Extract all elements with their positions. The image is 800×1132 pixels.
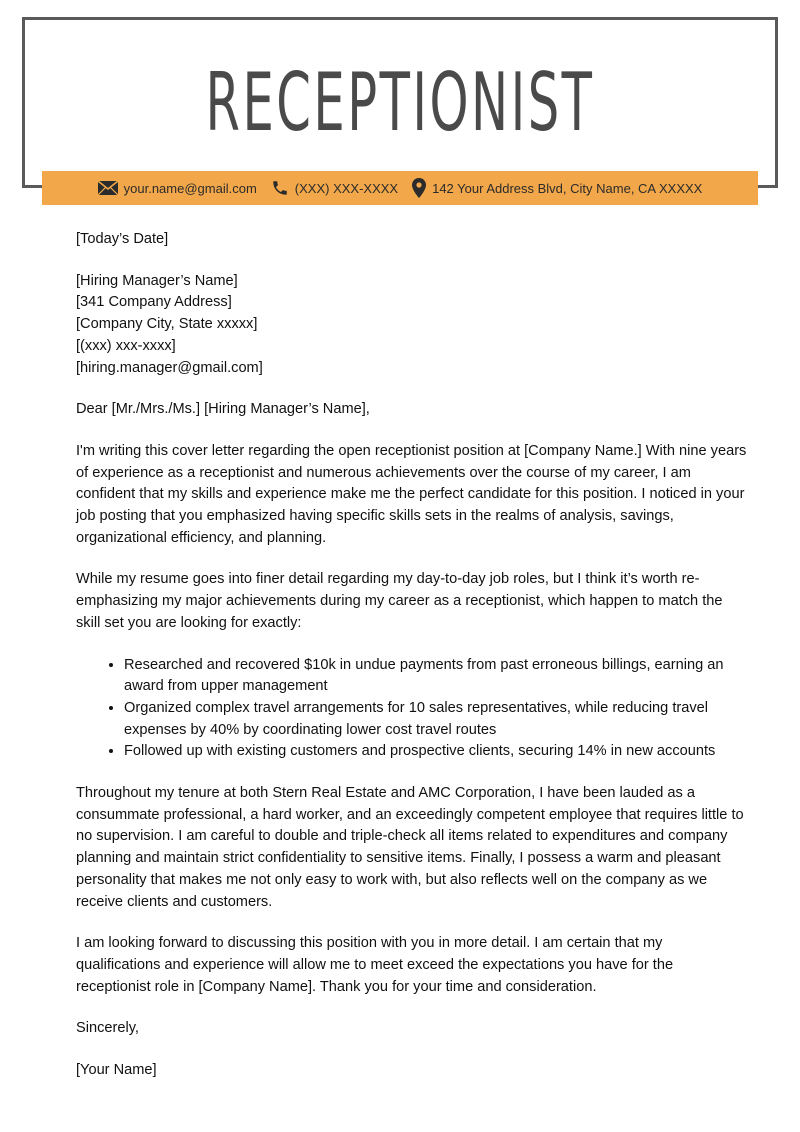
- letter-date: [Today’s Date]: [76, 231, 169, 247]
- list-item: • Organized complex travel arrangements for 10 sales representatives, while reducing travel expenses by 40% by coordinating lower cost travel routes: [124, 698, 748, 741]
- contact-email[interactable]: [98, 181, 257, 196]
- recipient-block: [76, 271, 748, 380]
- recipient-email: [hiring.manager@gmail.com]: [76, 359, 263, 376]
- header-frame-foot-right: [756, 185, 778, 188]
- achievements-list: [76, 655, 748, 764]
- list-item: • Researched and recovered $10k in undue payments from past erroneous billings, earning an award from upper management: [124, 655, 748, 698]
- envelope-icon: [98, 181, 118, 195]
- recipient-phone: [(xxx) xxx-xxxx]: [76, 337, 176, 354]
- letter-body: [76, 229, 748, 1102]
- list-item: • Followed up with existing customers and prospective clients, securing 14% in new accounts: [124, 741, 748, 763]
- closing: Sincerely,: [76, 1020, 139, 1037]
- recipient-address: [341 Company Address]: [76, 294, 232, 311]
- body-paragraph-4: I am looking forward to discussing this position with you in more detail. I am certain that my qualifications and experience will allow me to meet exceed the expectations you have for the receptionist role in [Company Name]. Thank you for your time and consideration.: [76, 935, 674, 995]
- contact-address[interactable]: [412, 178, 702, 198]
- body-paragraph-2: While my resume goes into finer detail regarding my day-to-day job roles, but I think it’s worth re-emphasizing my major achievements during my career as a receptionist, which happen to match the skill set you are looking for exactly:: [76, 571, 723, 631]
- contact-email-text: your.name@gmail.com: [123, 180, 257, 196]
- contact-phone[interactable]: [271, 179, 398, 197]
- signature: [Your Name]: [76, 1062, 157, 1079]
- contact-phone-text: (XXX) XXX-XXXX: [294, 180, 399, 196]
- phone-icon: [271, 179, 289, 197]
- contact-bar: [42, 171, 758, 205]
- recipient-city: [Company City, State xxxxx]: [76, 316, 258, 333]
- body-paragraph-1: I'm writing this cover letter regarding the open receptionist position at [Company Name.] With nine years of experience as a receptionist and numerous achievements over the course of my career, I am confident that my skills and experience make me the perfect candidate for this position. I noticed in your job posting that you emphasized having specific skills sets in the realms of analysis, savings, organizational efficiency, and planning.: [76, 442, 747, 546]
- map-pin-icon: [412, 178, 426, 198]
- salutation: Dear [Mr./Mrs./Ms.] [Hiring Manager’s Name],: [76, 401, 370, 418]
- header-frame-foot-left: [22, 185, 44, 188]
- contact-address-text: 142 Your Address Blvd, City Name, CA XXXXX: [432, 180, 703, 196]
- body-paragraph-3: Throughout my tenure at both Stern Real Estate and AMC Corporation, I have been lauded as a consummate professional, a hard worker, and an exceedingly competent employee that requires little to no supervision. I am careful to double and triple-check all items related to expenditures and company planning and maintain strict confidentiality to sensitive items. Finally, I possess a warm and pleasant personality that makes me not only easy to work with, but also reflects well on the company as we receive clients and customers.: [76, 785, 744, 910]
- page-title: RECEPTIONIST: [205, 56, 595, 149]
- recipient-name: [Hiring Manager’s Name]: [76, 272, 238, 289]
